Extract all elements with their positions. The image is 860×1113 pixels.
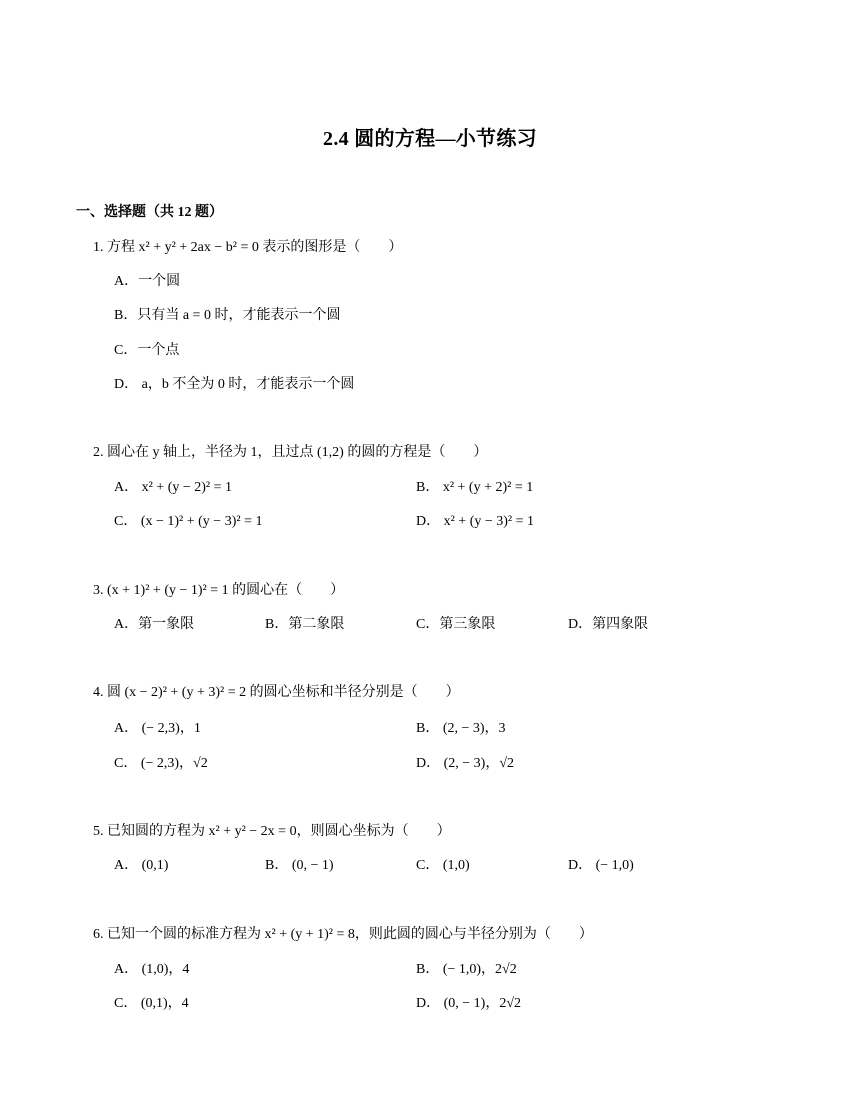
q5-option-c: C． (1,0) <box>416 858 470 873</box>
q1-option-a: A．一个圆 <box>114 274 181 289</box>
q3-option-d: D．第四象限 <box>568 617 649 632</box>
q3-option-b: B．第二象限 <box>265 617 345 632</box>
q2-option-d: D． x² + (y − 3)² = 1 <box>416 514 535 529</box>
q5-option-d: D． (− 1,0) <box>568 858 634 873</box>
question-6: 6. 已知一个圆的标准方程为 x² + (y + 1)² = 8，则此圆的圆心与半径分别为（ ） <box>93 927 593 942</box>
question-4: 4. 圆 (x − 2)² + (y + 3)² = 2 的圆心坐标和半径分别是（ ） <box>93 685 460 700</box>
q1-option-c: C．一个点 <box>114 343 180 358</box>
q6-option-c: C． (0,1)，4 <box>114 996 189 1011</box>
question-3: 3. (x + 1)² + (y − 1)² = 1 的圆心在（ ） <box>93 583 345 598</box>
q6-option-b: B． (− 1,0)，2√2 <box>416 962 517 977</box>
q2-option-c: C． (x − 1)² + (y − 3)² = 1 <box>114 514 263 529</box>
q4-option-b: B． (2, − 3)，3 <box>416 721 506 736</box>
q2-option-b: B． x² + (y + 2)² = 1 <box>416 480 534 495</box>
q6-option-d: D． (0, − 1)，2√2 <box>416 996 522 1011</box>
q1-option-d: D． a，b 不全为 0 时，才能表示一个圆 <box>114 377 355 392</box>
q4-option-d: D． (2, − 3)，√2 <box>416 756 515 771</box>
q3-option-c: C．第三象限 <box>416 617 496 632</box>
q1-option-b: B．只有当 a = 0 时，才能表示一个圆 <box>114 308 341 323</box>
page-title: 2.4 圆的方程—小节练习 <box>323 128 537 150</box>
q4-option-c: C． (− 2,3)，√2 <box>114 756 208 771</box>
q3-option-a: A．第一象限 <box>114 617 195 632</box>
question-1: 1. 方程 x² + y² + 2ax − b² = 0 表示的图形是（ ） <box>93 240 403 255</box>
section-heading: 一、选择题（共 12 题） <box>76 205 223 220</box>
question-5: 5. 已知圆的方程为 x² + y² − 2x = 0，则圆心坐标为（ ） <box>93 824 451 839</box>
q6-option-a: A． (1,0)，4 <box>114 962 190 977</box>
q4-option-a: A． (− 2,3)，1 <box>114 721 201 736</box>
q5-option-b: B． (0, − 1) <box>265 858 334 873</box>
q2-option-a: A． x² + (y − 2)² = 1 <box>114 480 233 495</box>
q5-option-a: A． (0,1) <box>114 858 169 873</box>
question-2: 2. 圆心在 y 轴上，半径为 1，且过点 (1,2) 的圆的方程是（ ） <box>93 445 488 460</box>
